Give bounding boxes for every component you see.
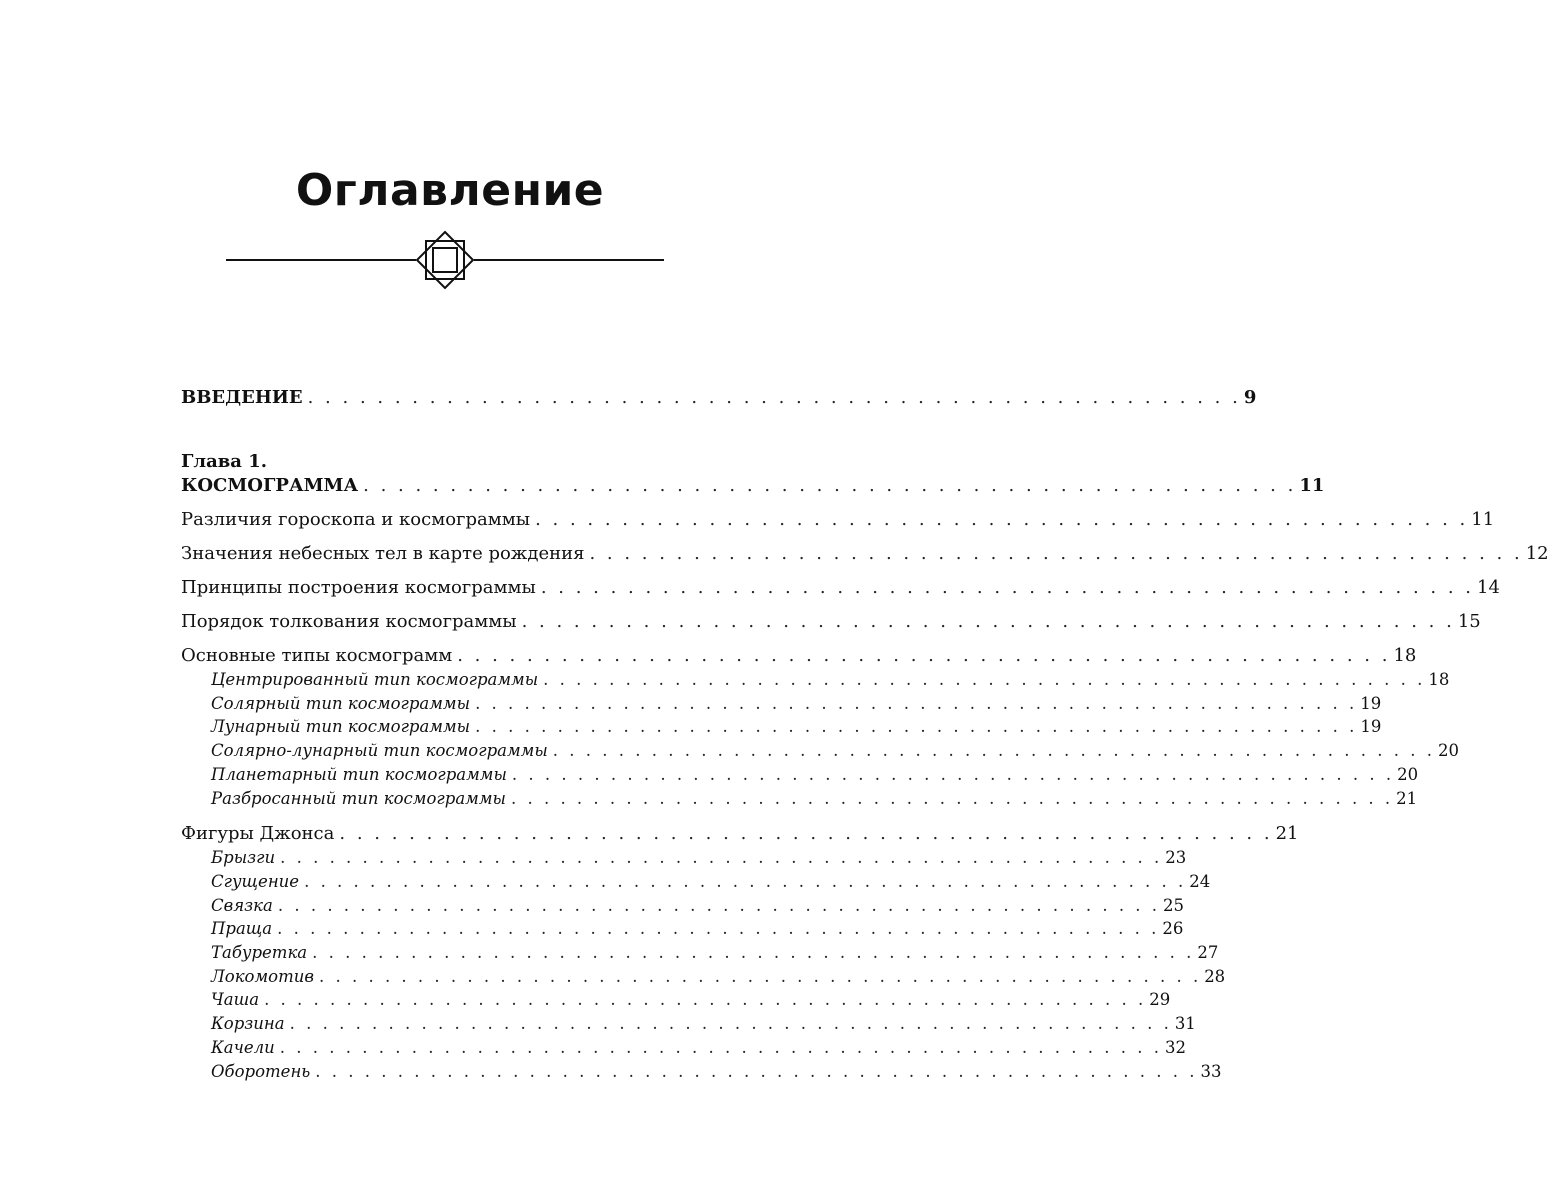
toc-entry-label: Центрированный тип космограммы — [211, 670, 539, 689]
dot-leader: . . . . . . . . . . . . . . . . . . . . . . . . . . . . . . . . . . . . . . . . . . . . . . . . . . . . . . — [535, 509, 1469, 530]
toc-entry-subsection[interactable] — [181, 988, 1171, 1012]
toc-page-number: 24 — [1189, 871, 1211, 891]
toc-entry-label: Солярно-лунарный тип космограммы — [211, 741, 548, 761]
toc-entry-label: Корзина — [211, 1014, 285, 1034]
dot-leader: . . . . . . . . . . . . . . . . . . . . . . . . . . . . . . . . . . . . . . . . . . . . . . . . . . . . . . — [339, 823, 1273, 845]
dot-leader: . . . . . . . . . . . . . . . . . . . . . . . . . . . . . . . . . . . . . . . . . . . . . . . . . . . . . . — [475, 693, 1358, 713]
toc-page-number: 32 — [1164, 1037, 1186, 1057]
dot-leader: . . . . . . . . . . . . . . . . . . . . . . . . . . . . . . . . . . . . . . . . . . . . . . . . . . . . . . — [289, 1014, 1172, 1034]
dot-leader: . . . . . . . . . . . . . . . . . . . . . . . . . . . . . . . . . . . . . . . . . . . . . . . . . . . . . . — [540, 577, 1475, 598]
toc-entry-section[interactable] — [181, 644, 1417, 668]
toc-entry-label: Порядок толкования космограммы — [181, 611, 517, 632]
toc-entry-subsection[interactable] — [181, 941, 1219, 965]
toc-page-number: 20 — [1437, 741, 1459, 761]
toc-page-number: 31 — [1174, 1014, 1196, 1034]
toc-page-number: 25 — [1163, 895, 1185, 915]
toc-entry-label: Лунарный тип космограммы — [211, 717, 471, 737]
dot-leader: . . . . . . . . . . . . . . . . . . . . . . . . . . . . . . . . . . . . . . . . . . . . . . . . . . . . . . — [457, 645, 1391, 666]
toc-entry-label: Значения небесных тел в карте рождения — [181, 543, 585, 564]
dot-leader: . . . . . . . . . . . . . . . . . . . . . . . . . . . . . . . . . . . . . . . . . . . . . . . . . . . . . . — [363, 475, 1297, 496]
dot-leader: . . . . . . . . . . . . . . . . . . . . . . . . . . . . . . . . . . . . . . . . . . . . . . . . . . . . . . — [277, 895, 1161, 915]
dot-leader: . . . . . . . . . . . . . . . . . . . . . . . . . . . . . . . . . . . . . . . . . . . . . . . . . . . . . . — [307, 387, 1241, 408]
toc-entry-section[interactable] — [181, 610, 1481, 634]
toc-entry-subsection[interactable] — [181, 715, 1382, 739]
dot-leader: . . . . . . . . . . . . . . . . . . . . . . . . . . . . . . . . . . . . . . . . . . . . . . . . . . . . . . — [475, 717, 1358, 737]
toc-entry-label: Разбросанный тип космограммы — [211, 788, 506, 808]
toc-page-number: 33 — [1200, 1061, 1222, 1081]
toc-entry-chapter[interactable] — [181, 474, 1325, 498]
toc-page-number: 29 — [1149, 990, 1171, 1010]
toc-entry-section[interactable] — [181, 542, 1549, 566]
toc-entry-subsection[interactable] — [181, 846, 1187, 870]
dot-leader: . . . . . . . . . . . . . . . . . . . . . . . . . . . . . . . . . . . . . . . . . . . . . . . . . . . . . . — [511, 764, 1395, 784]
toc-entry-label: Локомотив — [211, 966, 314, 986]
toc-entry-label: Принципы построения космограммы — [181, 577, 536, 598]
toc-entry-subsection[interactable] — [181, 965, 1226, 989]
dot-leader: . . . . . . . . . . . . . . . . . . . . . . . . . . . . . . . . . . . . . . . . . . . . . . . . . . . . . . — [510, 788, 1394, 808]
dot-leader: . . . . . . . . . . . . . . . . . . . . . . . . . . . . . . . . . . . . . . . . . . . . . . . . . . . . . . — [589, 543, 1523, 564]
toc-entry-section[interactable] — [181, 576, 1500, 600]
toc-page-number: 14 — [1477, 577, 1500, 598]
toc-entry-subsection[interactable] — [181, 787, 1418, 811]
dot-leader: . . . . . . . . . . . . . . . . . . . . . . . . . . . . . . . . . . . . . . . . . . . . . . . . . . . . . . — [279, 1037, 1162, 1057]
ornament-divider — [226, 228, 664, 292]
toc-page-number: 12 — [1525, 543, 1549, 564]
toc-page-number: 21 — [1275, 823, 1299, 845]
toc-entry-subsection[interactable] — [181, 1060, 1222, 1084]
toc-page-number: 11 — [1299, 475, 1325, 496]
dot-leader: . . . . . . . . . . . . . . . . . . . . . . . . . . . . . . . . . . . . . . . . . . . . . . . . . . . . . . — [280, 848, 1163, 868]
toc-entry-label: Чаша — [211, 990, 260, 1010]
toc-page-number: 9 — [1243, 387, 1257, 408]
toc-entry-section[interactable] — [181, 822, 1299, 846]
dot-leader: . . . . . . . . . . . . . . . . . . . . . . . . . . . . . . . . . . . . . . . . . . . . . . . . . . . . . . — [264, 990, 1147, 1010]
toc-entry-subsection[interactable] — [181, 894, 1185, 918]
dot-leader: . . . . . . . . . . . . . . . . . . . . . . . . . . . . . . . . . . . . . . . . . . . . . . . . . . . . . . — [315, 1061, 1198, 1081]
toc-entry-subsection[interactable] — [181, 668, 1450, 692]
toc-entry-label: Основные типы космограмм — [181, 645, 453, 666]
toc-page-number: 26 — [1162, 919, 1184, 939]
toc-entry-label: Сгущение — [211, 871, 300, 891]
page-title: Оглавление — [295, 165, 605, 216]
dot-leader: . . . . . . . . . . . . . . . . . . . . . . . . . . . . . . . . . . . . . . . . . . . . . . . . . . . . . . — [318, 966, 1202, 986]
toc-entry-label: Солярный тип космограммы — [211, 693, 471, 713]
toc-page-number: 11 — [1471, 509, 1495, 530]
dot-leader: . . . . . . . . . . . . . . . . . . . . . . . . . . . . . . . . . . . . . . . . . . . . . . . . . . . . . . — [312, 943, 1195, 963]
toc-page-number: 20 — [1397, 764, 1419, 784]
toc-page-number: 19 — [1360, 717, 1382, 737]
toc-entry-label: Связка — [211, 895, 273, 915]
toc-entry-label: Планетарный тип космограммы — [211, 764, 507, 784]
dot-leader: . . . . . . . . . . . . . . . . . . . . . . . . . . . . . . . . . . . . . . . . . . . . . . . . . . . . . . — [277, 919, 1160, 939]
toc-entry-subsection[interactable] — [181, 692, 1382, 716]
toc-entry-label: ВВЕДЕНИЕ — [181, 387, 303, 408]
toc-entry-subsection[interactable] — [181, 1036, 1186, 1060]
toc-entry-label: Различия гороскопа и космограммы — [181, 509, 531, 530]
toc-entry-subsection[interactable] — [181, 1012, 1196, 1036]
toc-entry-subsection[interactable] — [181, 739, 1459, 763]
toc-entry-intro[interactable] — [181, 386, 1257, 410]
table-of-contents — [181, 386, 1549, 1083]
toc-entry-section[interactable] — [181, 508, 1495, 532]
toc-page-number: 27 — [1197, 943, 1219, 963]
toc-entry-subsection[interactable] — [181, 917, 1184, 941]
toc-entry-label: Табуретка — [211, 943, 308, 963]
chapter-heading: Глава 1. — [181, 451, 268, 472]
toc-page-number: 19 — [1360, 693, 1382, 713]
toc-page-number: 23 — [1165, 848, 1187, 868]
toc-entry-label: Праща — [211, 919, 273, 939]
toc-entry-label: Качели — [211, 1037, 275, 1057]
dot-leader: . . . . . . . . . . . . . . . . . . . . . . . . . . . . . . . . . . . . . . . . . . . . . . . . . . . . . . — [552, 741, 1435, 761]
toc-page-number: 18 — [1393, 645, 1417, 666]
toc-entry-label: Оборотень — [211, 1061, 311, 1081]
dot-leader: . . . . . . . . . . . . . . . . . . . . . . . . . . . . . . . . . . . . . . . . . . . . . . . . . . . . . . — [543, 670, 1426, 689]
toc-entry-label: КОСМОГРАММА — [181, 475, 359, 496]
toc-page-number: 21 — [1396, 788, 1418, 808]
toc-page-number: 18 — [1428, 670, 1450, 689]
toc-entry-label: Брызги — [211, 848, 276, 868]
toc-entry-subsection[interactable] — [181, 763, 1419, 787]
toc-entry-subsection[interactable] — [181, 870, 1211, 894]
toc-page-number: 28 — [1204, 966, 1226, 986]
dot-leader: . . . . . . . . . . . . . . . . . . . . . . . . . . . . . . . . . . . . . . . . . . . . . . . . . . . . . . — [521, 611, 1455, 632]
dot-leader: . . . . . . . . . . . . . . . . . . . . . . . . . . . . . . . . . . . . . . . . . . . . . . . . . . . . . . — [304, 871, 1187, 891]
toc-page-number: 15 — [1457, 611, 1481, 632]
toc-entry-label: Фигуры Джонса — [181, 823, 335, 845]
